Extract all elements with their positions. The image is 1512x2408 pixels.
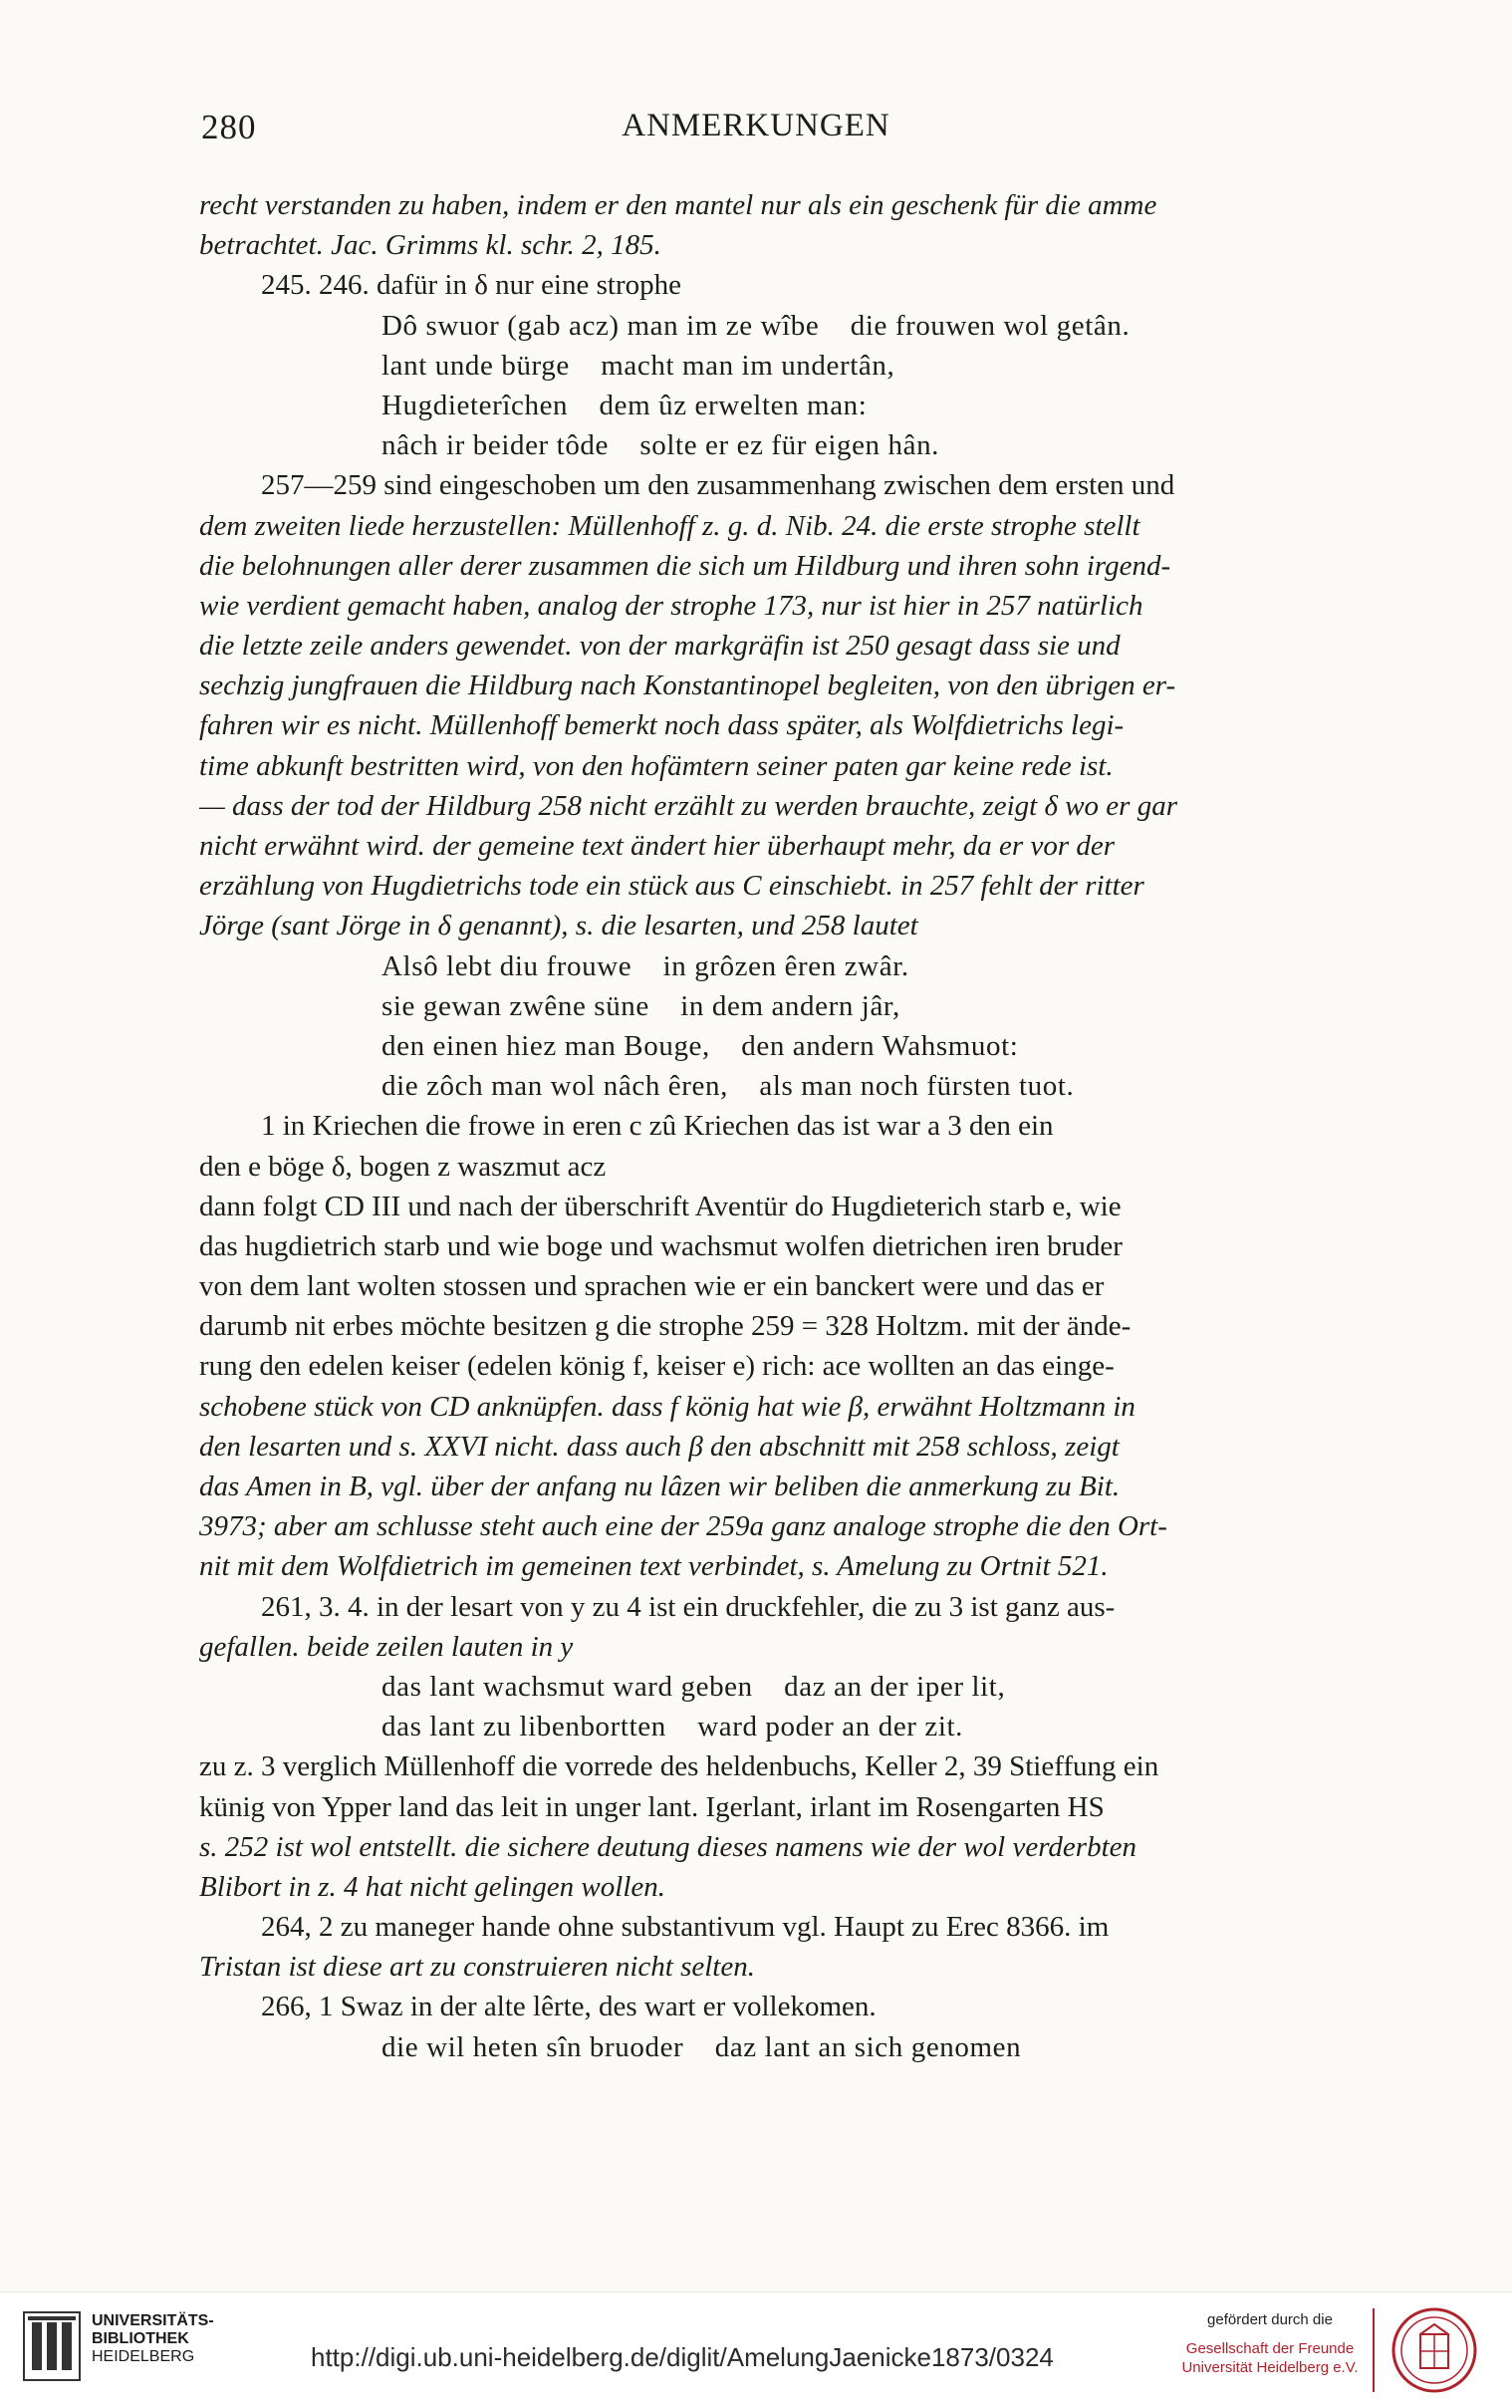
library-name-line: HEIDELBERG <box>92 2348 195 2365</box>
page-number: 280 <box>201 108 257 146</box>
verse-line: Hugdieterîchen dem ûz erwelten man: <box>381 389 868 421</box>
body-text <box>199 185 1323 2067</box>
text-line: Blibort in z. 4 hat nicht gelingen wollen. <box>199 1870 665 1903</box>
text-line: erzählung von Hugdietrichs tode ein stück aus C einschiebt. in 257 fehlt der ritter <box>199 870 1144 903</box>
verse-line: Alsô lebt diu frouwe in grôzen êren zwâr. <box>381 949 909 982</box>
text-line: rung den edelen keiser (edelen könig f, keiser e) rich: ace wollten an das einge- <box>199 1350 1115 1383</box>
verse-line: Dô swuor (gab acz) man im ze wîbe die frouwen wol getân. <box>381 309 1131 342</box>
text-line: schobene stück von CD anknüpfen. dass f könig hat wie β, erwähnt Holtzmann in <box>199 1390 1135 1423</box>
text-line: 264, 2 zu maneger hande ohne substantivum vgl. Haupt zu Erec 8366. im <box>261 1911 1110 1944</box>
verse-line: das lant zu libenbortten ward poder an der zit. <box>381 1711 964 1743</box>
text-line: nit mit dem Wolfdietrich im gemeinen text verbindet, s. Amelung zu Ortnit 521. <box>199 1550 1109 1583</box>
verse-line: den einen hiez man Bouge, den andern Wahsmuot: <box>381 1029 1019 1062</box>
text-line: die belohnungen aller derer zusammen die sich um Hildburg und ihren sohn irgend- <box>199 549 1171 582</box>
text-line: den lesarten und s. XXVI nicht. dass auch β den abschnitt mit 258 schloss, zeigt <box>199 1430 1120 1463</box>
library-name-line: UNIVERSITÄTS- <box>92 2312 214 2329</box>
footer <box>0 2291 1512 2408</box>
text-line: betrachtet. Jac. Grimms kl. schr. 2, 185. <box>199 229 661 262</box>
text-line: time abkunft bestritten wird, von den hofämtern seiner paten gar keine rede ist. <box>199 749 1114 782</box>
text-line: 266, 1 Swaz in der alte lêrte, des wart er vollekomen. <box>261 1991 877 2023</box>
text-line: gefallen. beide zeilen lauten in y <box>199 1630 574 1663</box>
text-line: wie verdient gemacht haben, analog der strophe 173, nur ist hier in 257 natürlich <box>199 589 1143 622</box>
text-line: dem zweiten liede herzustellen: Müllenhoff z. g. d. Nib. 24. die erste strophe stellt <box>199 509 1140 542</box>
text-line: nicht erwähnt wird. der gemeine text ändert hier überhaupt mehr, da er vor der <box>199 830 1116 862</box>
text-line: 3973; aber am schlusse steht auch eine der 259a ganz analoge strophe die den Ort- <box>199 1510 1167 1543</box>
text-line: sechzig jungfrauen die Hildburg nach Konstantinopel begleiten, von den übrigen er- <box>199 669 1176 702</box>
verse-line: lant unde bürge macht man im undertân, <box>381 349 895 382</box>
running-head: ANMERKUNGEN <box>622 108 890 143</box>
sponsor-divider <box>1373 2308 1375 2392</box>
text-line: 1 in Kriechen die frowe in eren c zû Kriechen das ist war a 3 den ein <box>261 1110 1054 1143</box>
verse-line: die zôch man wol nâch êren, als man noch fürsten tuot. <box>381 1070 1075 1103</box>
text-line: dann folgt CD III und nach der überschrift Aventür do Hugdieterich starb e, wie <box>199 1190 1122 1222</box>
verse-line: nâch ir beider tôde solte er ez für eigen hân. <box>381 429 940 462</box>
library-name <box>92 2312 214 2366</box>
university-library-logo-icon <box>20 2306 84 2386</box>
text-line: recht verstanden zu haben, indem er den mantel nur als ein geschenk für die amme <box>199 189 1157 221</box>
page-header <box>0 108 1512 151</box>
text-line: — dass der tod der Hildburg 258 nicht erzählt zu werden brauchte, zeigt δ wo er gar <box>199 789 1177 822</box>
text-line: das hugdietrich starb und wie boge und wachsmut wolfen dietrichen iren bruder <box>199 1229 1123 1262</box>
text-line: künig von Ypper land das leit in unger lant. Igerlant, irlant im Rosengarten HS <box>199 1790 1105 1823</box>
sponsor-block <box>1175 2310 1365 2377</box>
sponsor-name-line: Gesellschaft der Freunde <box>1185 2340 1355 2357</box>
verse-line: sie gewan zwêne süne in dem andern jâr, <box>381 989 900 1022</box>
text-line: darumb nit erbes möchte besitzen g die strophe 259 = 328 Holtzm. mit der ände- <box>199 1310 1132 1343</box>
text-line: den e böge δ, bogen z waszmut acz <box>199 1150 607 1183</box>
text-line: 261, 3. 4. in der lesart von y zu 4 ist ein druckfehler, die zu 3 ist ganz aus- <box>261 1590 1116 1623</box>
source-url-link[interactable]: http://digi.ub.uni-heidelberg.de/diglit/AmelungJaenicke1873/0324 <box>311 2342 1054 2372</box>
text-line: 245. 246. dafür in δ nur eine strophe <box>261 269 681 302</box>
sponsor-name-line: Universität Heidelberg e.V. <box>1181 2359 1359 2376</box>
university-seal-icon <box>1390 2306 1478 2394</box>
text-line: fahren wir es nicht. Müllenhoff bemerkt noch dass später, als Wolfdietrichs legi- <box>199 709 1125 742</box>
text-line: 257—259 sind eingeschoben um den zusammenhang zwischen dem ersten und <box>261 469 1175 502</box>
text-line: das Amen in B, vgl. über der anfang nu lâzen wir beliben die anmerkung zu Bit. <box>199 1471 1121 1502</box>
text-line: die letzte zeile anders gewendet. von der markgräfin ist 250 gesagt dass sie und <box>199 630 1121 663</box>
library-name-line: BIBLIOTHEK <box>92 2330 189 2347</box>
text-line: Tristan ist diese art zu construieren nicht selten. <box>199 1951 755 1984</box>
verse-line: die wil heten sîn bruoder daz lant an sich genomen <box>381 2030 1022 2063</box>
text-line: von dem lant wolten stossen und sprachen wie er ein banckert were und das er <box>199 1270 1105 1303</box>
text-line: s. 252 ist wol entstellt. die sichere deutung dieses namens wie der wol verderbten <box>199 1830 1137 1863</box>
sponsor-intro: gefördert durch die <box>1207 2311 1333 2328</box>
text-line: zu z. 3 verglich Müllenhoff die vorrede des heldenbuchs, Keller 2, 39 Stieffung ein <box>199 1750 1159 1783</box>
verse-line: das lant wachsmut ward geben daz an der iper lit, <box>381 1670 1006 1703</box>
text-line: Jörge (sant Jörge in δ genannt), s. die lesarten, und 258 lautet <box>199 910 918 942</box>
